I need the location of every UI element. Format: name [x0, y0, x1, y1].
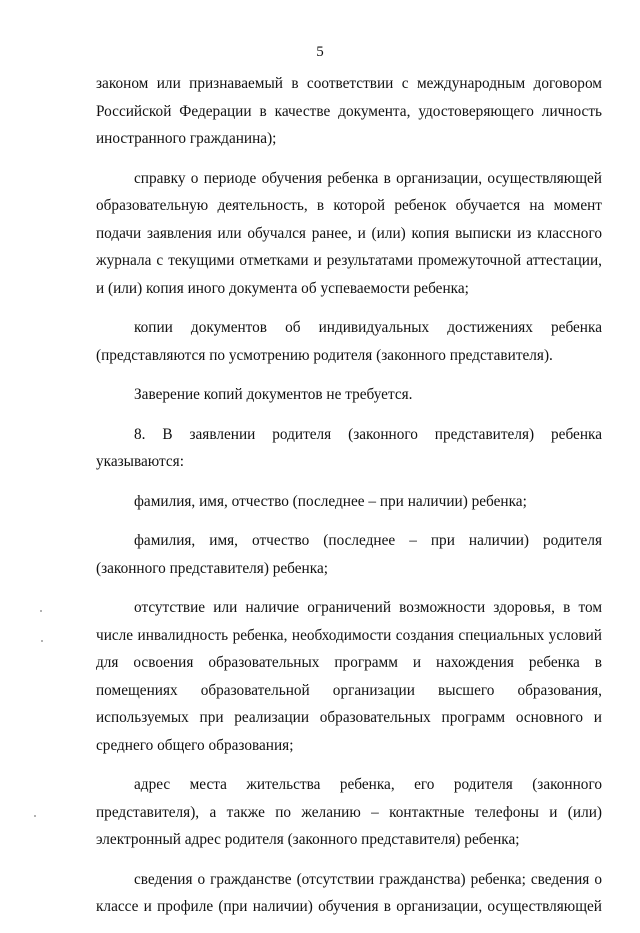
paragraph-citizenship-class: сведения о гражданстве (отсутствии гражданства) ребенка; сведения о классе и профиле (при наличии) обучения в организации, осуществляющей — [96, 870, 602, 915]
paragraph-achievements-copies: копии документов об индивидуальных достижениях ребенка (представляются по усмотрению родителя (законного представителя). — [96, 319, 602, 364]
paragraph-health-limitations: отсутствие или наличие ограничений возможности здоровья, в том числе инвалидность ребенка, необходимости создания специальных условий для освоения образовательных программ и нахождения ребенка в помещениях образовательной организации высшего образования, используемых при реализации образовательных программ основного и среднего общего образования; — [96, 599, 602, 754]
paragraph-study-period-certificate: справку о периоде обучения ребенка в организации, осуществляющей образовательную деятельность, в которой ребенок обучается на момент подачи заявления или обучался ранее, и (или) копия выписки из классного журнала с текущими отметками и результатами промежуточной аттестации, и (или) копия иного документа об успеваемости ребенка; — [96, 169, 602, 297]
paragraph-parent-name: фамилия, имя, отчество (последнее – при наличии) родителя (законного представителя) ребенка; — [96, 532, 602, 577]
paragraph-item-8-heading: 8. В заявлении родителя (законного представителя) ребенка указываются: — [96, 425, 602, 470]
scan-speck — [41, 640, 43, 642]
paragraph-child-name: фамилия, имя, отчество (последнее – при наличии) ребенка; — [134, 492, 527, 510]
document-body — [96, 70, 602, 933]
page-number: 5 — [316, 44, 324, 60]
scan-speck — [40, 610, 42, 612]
paragraph-no-certification: Заверение копий документов не требуется. — [134, 386, 413, 403]
scan-speck — [34, 815, 36, 817]
paragraph-continuation-document: законом или признаваемый в соответствии с международным договором Российской Федерации в качестве документа, удостоверяющего личность иностранного гражданина); — [96, 75, 602, 147]
paragraph-address-contacts: адрес места жительства ребенка, его родителя (законного представителя), а также по желанию – контактные телефоны и (или) электронный адрес родителя (законного представителя) ребенка; — [96, 776, 602, 848]
